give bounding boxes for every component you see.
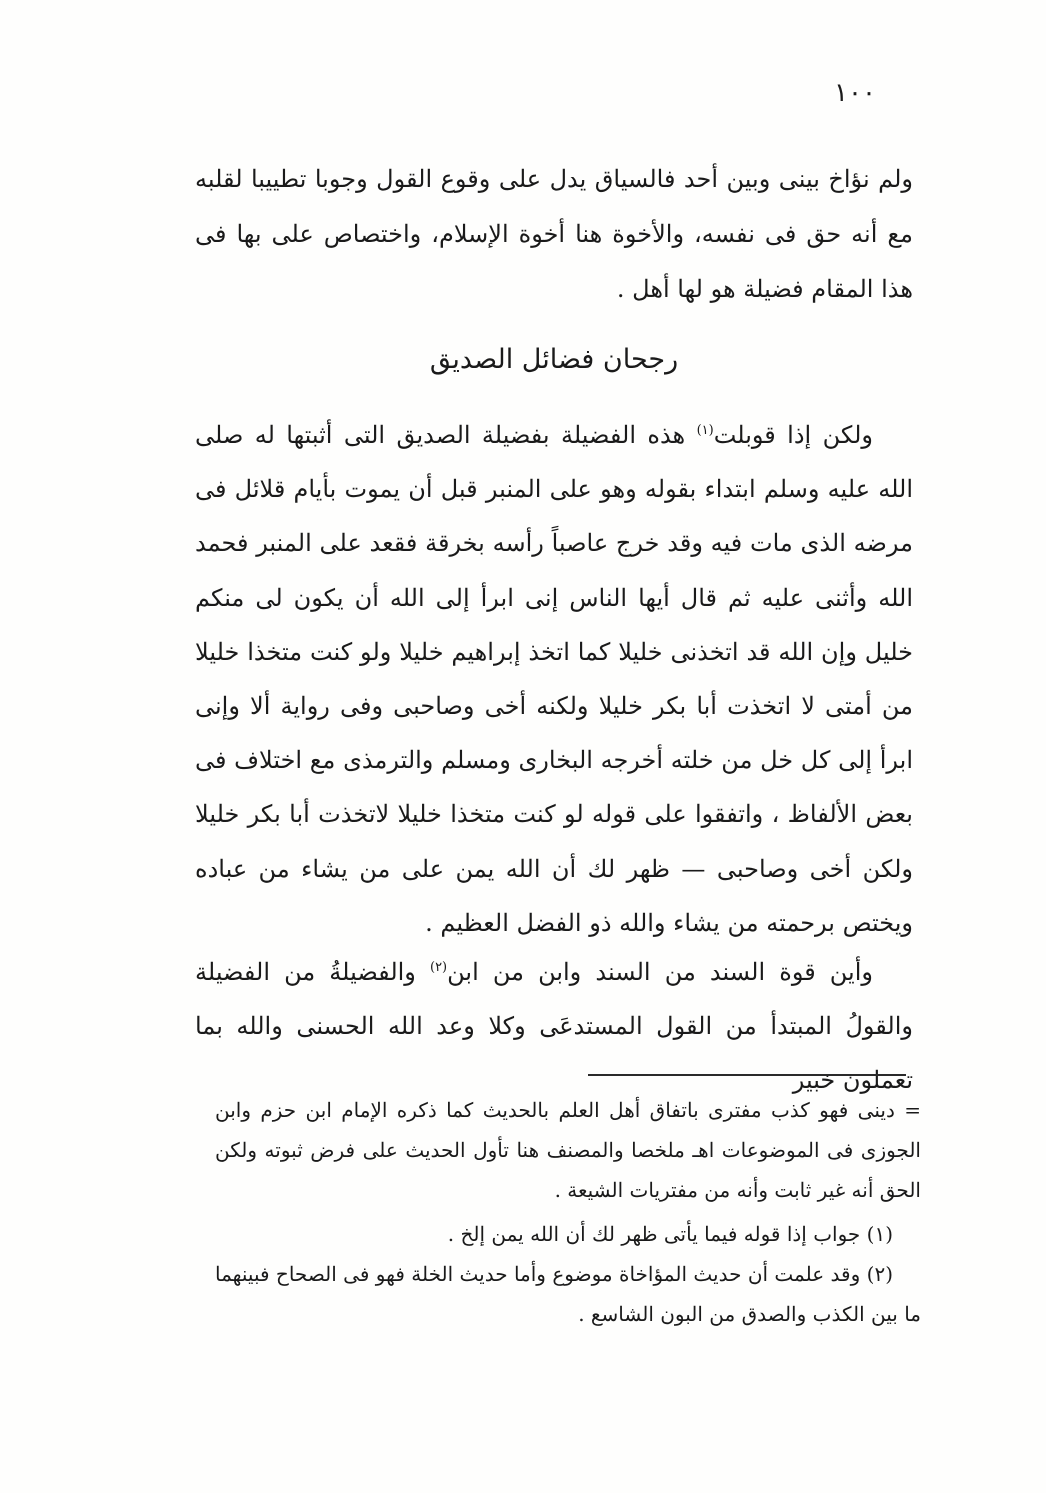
footnote-2: (٢) وقد علمت أن حديث المؤاخاة موضوع وأما حديث الخلة فهو فى الصحاح فبينهما ما بين الكذب والصدق من البون الشاسع . [215,1262,921,1326]
paragraph-main [195,408,913,950]
footnote-continuation: = دينى فهو كذب مفترى باتفاق أهل العلم بالحديث كما ذكره الإمام ابن حزم وابن الجوزى فى الموضوعات اهـ ملخصا والمصنف هنا تأول الحديث على فرض ثبوته ولكن الحق أنه غير ثابت وأنه من مفتريات الشيعة . [215,1098,921,1202]
page-number: ١٠٠ [834,78,876,108]
footnote-1: (١) جواب إذا قوله فيما يأتى ظهر لك أن الله يمن إلخ . [447,1222,893,1246]
footnote-ref-1: (١) [696,423,714,438]
paragraph-main-rest: هذه الفضيلة بفضيلة الصديق التى أثبتها له صلى الله عليه وسلم ابتداء بقوله وهو على المنبر قبل أن يموت بأيام قلائل فى مرضه الذى مات فيه وقد خرج عاصباً رأسه بخرقة فقعد على المنبر فحمد الله وأثنى عليه ثم قال أيها الناس إنى ابرأ إلى الله أن يكون لى منكم خليل وإن الله قد اتخذنى خليلا كما اتخذ إبراهيم خليلا ولو كنت متخذا خليلا من أمتى لا اتخذت أبا بكر خليلا ولكنه أخى وصاحبى وفى رواية ألا وإنى ابرأ إلى كل خل من خلته أخرجه البخارى ومسلم والترمذى مع اختلاف فى بعض الألفاظ ، واتفقوا على قوله لو كنت متخذا خليلا لاتخذت أبا بكر خليلا ولكن أخى وصاحبى — ظهر لك أن الله يمن على من يشاء من عباده ويختص برحمته من يشاء والله ذو الفضل العظيم . [195,421,914,937]
section-heading: رجحان فضائل الصديق [429,344,679,375]
footnotes [215,1090,921,1334]
footnote-ref-2: (٢) [429,960,448,975]
paragraph-second [195,945,913,1107]
paragraph-second-rest: والفضيلةُ من الفضيلة والقولُ المبتدأ من القول المستدعَى وكلا وعد الله الحسنى والله بما تعملون خبير [195,958,914,1094]
footnote-divider [588,1074,906,1076]
paragraph-intro: ولم نؤاخ بينى وبين أحد فالسياق يدل على وقوع القول وجوبا تطييبا لقلبه مع أنه حق فى نفسه، والأخوة هنا أخوة الإسلام، واختصاص على بها فى هذا المقام فضيلة هو لها أهل . [195,165,913,303]
paragraph-second-start: وأين قوة السند من السند وابن من ابن [447,958,873,986]
paragraph-main-start: ولكن إذا قوبلت [713,421,873,449]
